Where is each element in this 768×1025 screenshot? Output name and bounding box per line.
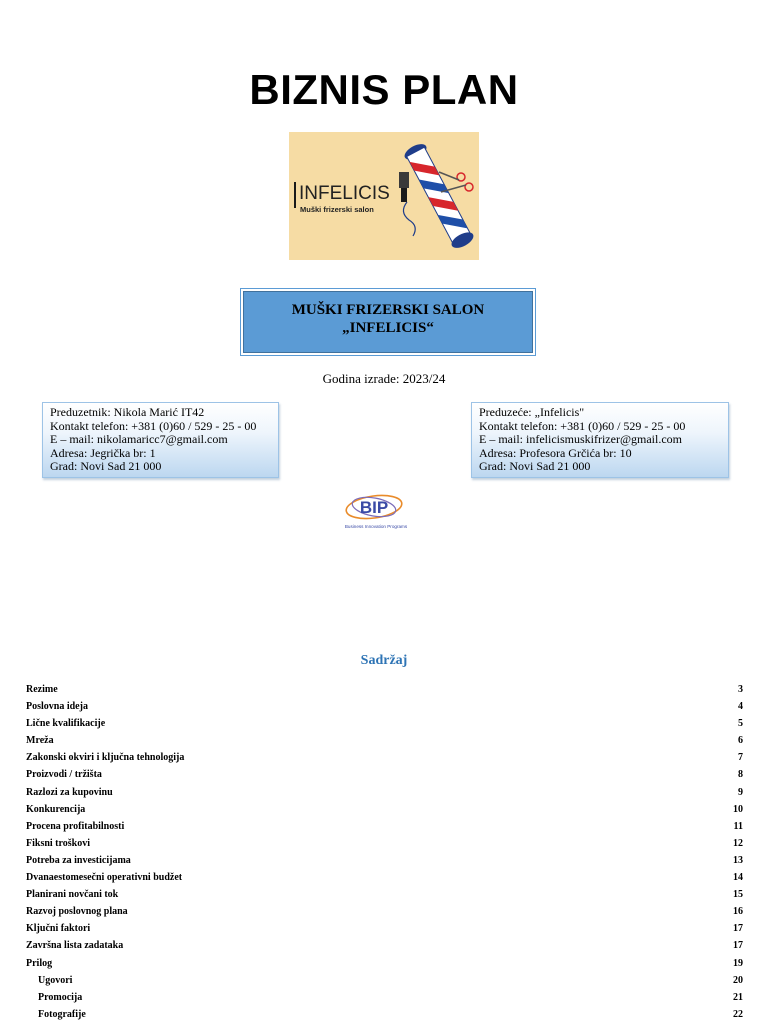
toc-entry-page: 8: [738, 769, 743, 781]
toc-entry-label[interactable]: Planirani novčani tok: [26, 889, 119, 901]
toc-entry-label[interactable]: Rezime: [26, 684, 58, 695]
company-name: Preduzeće: „Infelicis": [479, 405, 585, 419]
toc-entry-page: 6: [738, 735, 743, 747]
toc-entry-page: 17: [733, 940, 743, 952]
toc-entry-label[interactable]: Promocija: [38, 991, 83, 1003]
company-city: Grad: Novi Sad 21 000: [479, 459, 591, 474]
toc-entry-label[interactable]: Poslovna ideja: [26, 701, 88, 713]
toc-entry-page: 7: [738, 752, 743, 764]
entrepreneur-address: Adresa: Jegrička br: 1: [50, 445, 156, 460]
toc-entry-label[interactable]: Fotografije: [38, 1008, 86, 1020]
table-of-contents: [26, 683, 743, 1025]
company-banner: [243, 291, 533, 353]
toc-entry[interactable]: [26, 803, 743, 820]
banner-line-1: MUŠKI FRIZERSKI SALON: [291, 302, 485, 318]
toc-entry[interactable]: [26, 751, 743, 768]
toc-entry[interactable]: [26, 683, 743, 700]
toc-entry-page: 15: [733, 889, 743, 901]
company-phone: Kontakt telefon: +381 (0)60 / 529 - 25 - 00: [479, 418, 686, 433]
toc-entry-label[interactable]: Dvanaestomesečni operativni budžet: [26, 872, 183, 884]
bip-letters: BIP: [359, 498, 389, 517]
toc-entry-page: 16: [733, 906, 743, 918]
toc-entry[interactable]: [26, 888, 743, 905]
toc-entry-label[interactable]: Razvoj poslovnog plana: [26, 906, 128, 918]
toc-entry[interactable]: [26, 734, 743, 751]
toc-entry[interactable]: [26, 768, 743, 785]
barber-pole-icon: [289, 132, 479, 260]
toc-entry-page: 4: [738, 701, 743, 713]
company-address: Adresa: Profesora Grčića br: 10: [479, 445, 632, 460]
entrepreneur-city: Grad: Novi Sad 21 000: [50, 459, 162, 474]
toc-entry-label[interactable]: Prilog: [26, 957, 53, 969]
toc-entry-page: 19: [733, 957, 743, 969]
toc-entry-page: 20: [733, 974, 743, 986]
toc-entry[interactable]: [26, 1008, 743, 1025]
toc-entry-page: 10: [733, 803, 743, 815]
toc-entry-page: 3: [738, 684, 743, 695]
banner-line-2: „INFELICIS“: [342, 320, 434, 336]
company-card: [471, 402, 729, 478]
toc-entry[interactable]: [26, 922, 743, 939]
toc-entry[interactable]: [26, 957, 743, 974]
toc-entry-page: 11: [733, 820, 743, 832]
bip-logo: [336, 490, 416, 532]
toc-entry[interactable]: [26, 991, 743, 1008]
logo-tagline: Muški frizerski salon: [300, 205, 374, 214]
entrepreneur-phone: Kontakt telefon: +381 (0)60 / 529 - 25 - 00: [50, 418, 257, 433]
toc-entry-label[interactable]: Fiksni troškovi: [26, 837, 90, 849]
company-email: E – mail: infelicismuskifrizer@gmail.com: [479, 432, 682, 447]
toc-entry-page: 17: [733, 923, 743, 935]
toc-entry[interactable]: [26, 786, 743, 803]
toc-entry[interactable]: [26, 854, 743, 871]
toc-entry-page: 14: [733, 872, 743, 884]
toc-entry-page: 22: [733, 1008, 743, 1020]
document-title: BIZNIS PLAN: [249, 66, 519, 113]
toc-entry-page: 21: [733, 991, 743, 1003]
toc-entry-label[interactable]: Zakonski okviri i ključna tehnologija: [26, 752, 185, 764]
toc-heading: Sadržaj: [360, 653, 408, 668]
toc-entry[interactable]: [26, 820, 743, 837]
toc-entry-label[interactable]: Ugovori: [38, 974, 73, 986]
toc-entry-label[interactable]: Završna lista zadataka: [26, 940, 124, 952]
toc-entry-page: 13: [733, 854, 743, 866]
toc-entry-label[interactable]: Procena profitabilnosti: [26, 820, 125, 832]
toc-entry-label[interactable]: Proizvodi / tržišta: [26, 769, 102, 781]
toc-entry-page: 9: [738, 786, 743, 798]
toc-entry-label[interactable]: Razlozi za kupovinu: [26, 786, 113, 798]
toc-entry[interactable]: [26, 837, 743, 854]
toc-entry[interactable]: [26, 974, 743, 991]
toc-entry-page: 12: [733, 837, 743, 849]
toc-entry-label[interactable]: Lične kvalifikacije: [26, 718, 106, 730]
entrepreneur-email: E – mail: nikolamaricc7@gmail.com: [50, 432, 228, 447]
toc-entry-label[interactable]: Potreba za investicijama: [26, 854, 131, 866]
toc-entry[interactable]: [26, 717, 743, 734]
salon-logo: [289, 132, 479, 260]
toc-entry-label[interactable]: Konkurencija: [26, 803, 86, 815]
bip-caption: Business Innovation Programs: [344, 524, 408, 529]
toc-entry[interactable]: [26, 905, 743, 922]
logo-name: INFELICIS: [299, 183, 390, 204]
toc-entry[interactable]: [26, 700, 743, 717]
toc-entry-page: 5: [738, 718, 743, 730]
entrepreneur-name: Preduzetnik: Nikola Marić IT42: [50, 405, 205, 419]
toc-entry-label[interactable]: Mreža: [26, 735, 54, 747]
toc-entry[interactable]: [26, 871, 743, 888]
toc-entry[interactable]: [26, 939, 743, 956]
year-of-creation: Godina izrade: 2023/24: [322, 371, 446, 386]
entrepreneur-card: [42, 402, 279, 478]
toc-entry-label[interactable]: Ključni faktori: [26, 923, 91, 935]
